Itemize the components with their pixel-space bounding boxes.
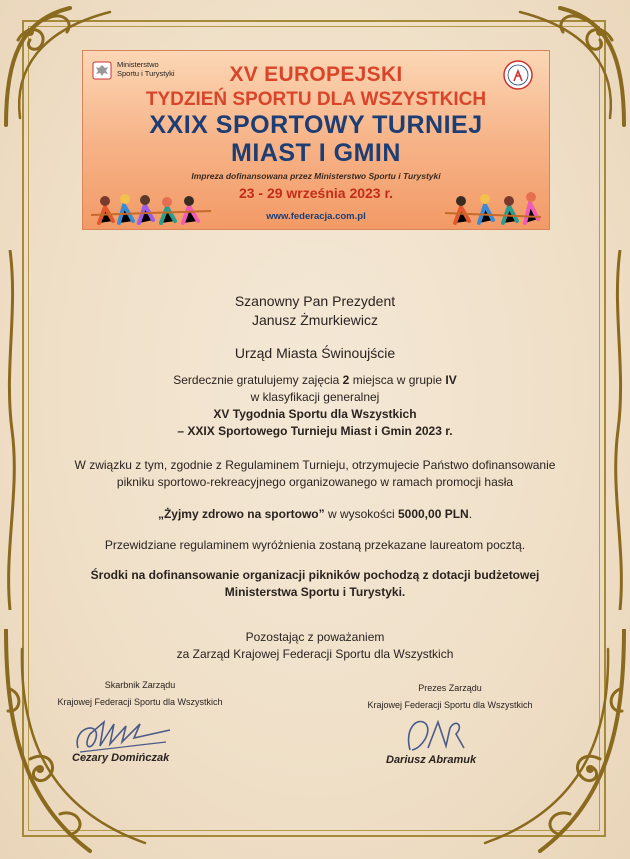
funding-line2: pikniku sportowo-rekreacyjnego organizowanego w ramach promocji hasła [116, 475, 514, 489]
group-number: IV [445, 373, 457, 387]
event-name-line1: XV Tygodnia Sportu dla Wszystkich [213, 407, 417, 421]
event-banner [82, 50, 550, 230]
left-signatory-name: Cezary Domińczak [72, 752, 170, 764]
salutation-title: Szanowny Pan Prezydent [234, 293, 396, 309]
place-number: 2 [342, 373, 350, 387]
left-handwritten-signature [70, 708, 180, 758]
awards-note: Przewidziane regulaminem wyróżnienia zostaną przekazane laureatom pocztą. [104, 538, 526, 552]
right-signatory-org: Krajowej Federacji Sportu dla Wszystkich [367, 700, 533, 710]
funding-amount: 5000,00 PLN [397, 507, 469, 521]
slogan: „Żyjmy zdrowo na sportowo” [157, 507, 325, 521]
salutation-name: Janusz Żmurkiewicz [251, 312, 379, 328]
federation-url: www.federacja.com.pl [266, 211, 366, 222]
left-signatory-title [40, 680, 240, 707]
congrats-middle: miejsca w grupie [349, 373, 446, 387]
congratulations-line [40, 372, 590, 389]
right-handwritten-signature [398, 708, 478, 758]
congrats-prefix: Serdecznie gratulujemy zajęcia [173, 373, 343, 387]
banner-title-line1: XV EUROPEJSKI [229, 63, 403, 86]
corner-ornament-bottom-right [480, 629, 630, 859]
funding-line1: W związku z tym, zgodnie z Regulaminem Turnieju, otrzymujecie Państwo dofinansowanie [74, 458, 556, 472]
right-signatory-title [350, 683, 550, 710]
closing-line1: Pozostając z poważaniem [245, 630, 385, 644]
banner-title-line4: MIAST I GMIN [231, 139, 401, 167]
funding-source-line1: Środki na dofinansowanie organizacji pikników pochodzą z dotacji budżetowej [90, 568, 540, 582]
amount-suffix: . [468, 507, 473, 521]
amount-line [40, 506, 590, 523]
ministry-name-line1: Ministerstwo [117, 60, 159, 69]
banner-title-line2: TYDZIEŃ SPORTU DLA WSZYSTKICH [145, 89, 487, 110]
amount-prefix: w wysokości [324, 507, 398, 521]
side-ornament-left [0, 250, 40, 610]
side-ornament-right [590, 250, 630, 610]
event-dates: 23 - 29 września 2023 r. [238, 185, 394, 201]
banner-subtitle: Impreza dofinansowana przez Ministerstwo Sportu i Turystyki [191, 171, 441, 181]
recipient-institution: Urząd Miasta Świnoujście [234, 345, 396, 361]
event-name-line2: – XXIX Sportowego Turnieju Miast i Gmin 2023 r. [177, 424, 453, 438]
left-signatory-role: Skarbnik Zarządu [104, 680, 176, 690]
ministry-name-line2: Sportu i Turystyki [117, 69, 175, 78]
closing-line2: za Zarząd Krajowej Federacji Sportu dla Wszystkich [176, 647, 454, 661]
funding-source-line2: Ministerstwa Sportu i Turystyki. [224, 585, 406, 599]
banner-title-line3: XXIX SPORTOWY TURNIEJ [149, 111, 483, 139]
classification-line: w klasyfikacji generalnej [250, 390, 380, 404]
right-signatory-name: Dariusz Abramuk [386, 754, 477, 766]
left-signatory-org: Krajowej Federacji Sportu dla Wszystkich [57, 697, 223, 707]
right-signatory-role: Prezes Zarządu [418, 683, 482, 693]
